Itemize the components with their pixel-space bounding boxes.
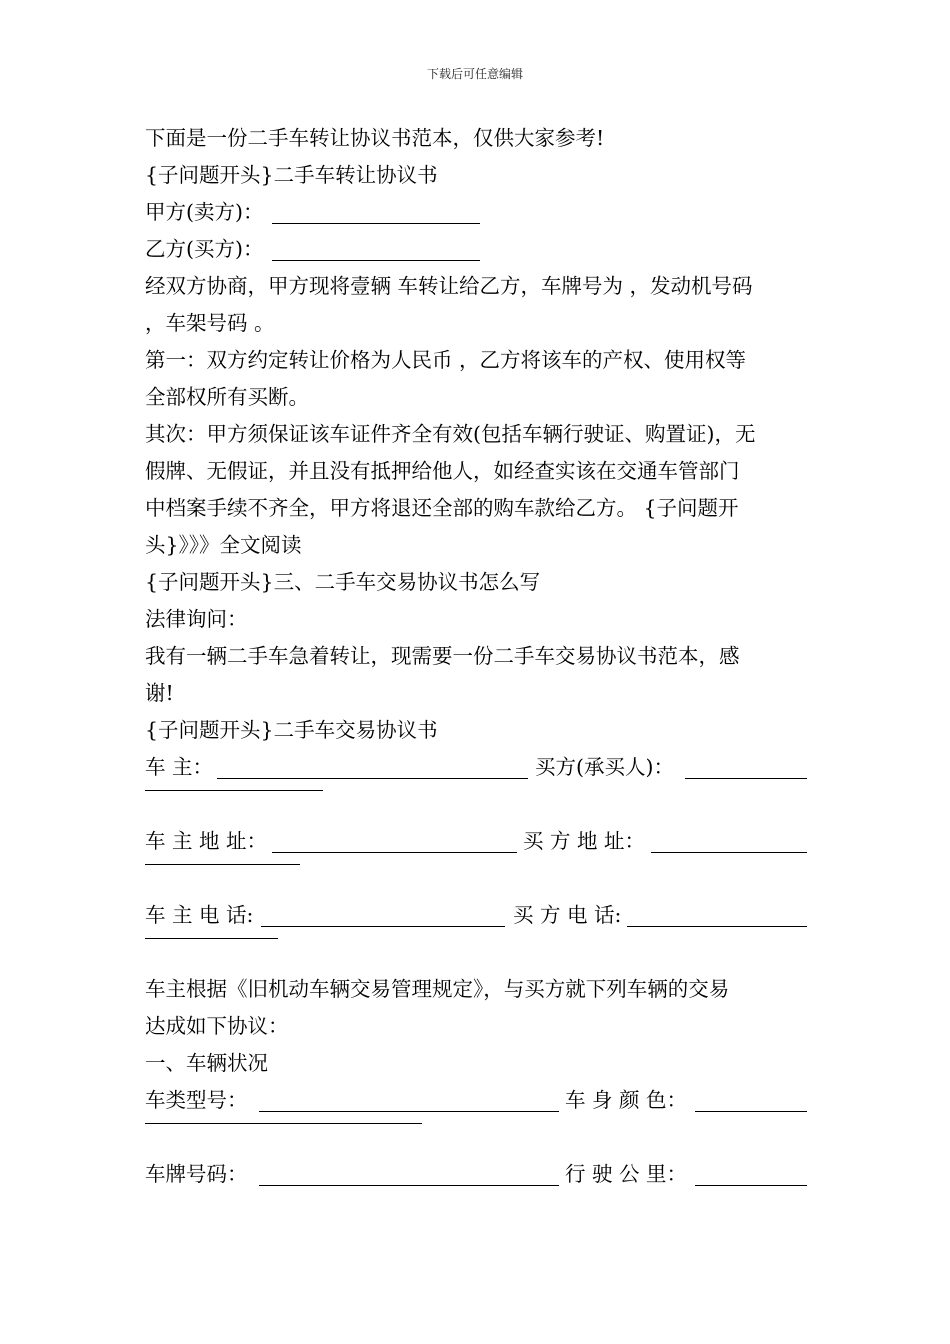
body-color-blank[interactable] — [695, 1111, 807, 1112]
blank-continuation-row — [145, 934, 807, 971]
paragraph-line: 达成如下协议： — [145, 1014, 289, 1038]
vehicle-type-row — [145, 1082, 807, 1119]
paragraph-line: 其次：甲方须保证该车证件齐全有效(包括车辆行驶证、购置证)，无 — [145, 422, 756, 446]
owner-phone-label: 车 主 电 话: — [145, 903, 254, 927]
owner-phone-blank[interactable] — [261, 926, 505, 927]
question-line: 谢! — [145, 681, 174, 705]
phone-row — [145, 897, 807, 934]
buyer-phone-label: 买 方 电 话: — [513, 903, 622, 927]
document-body — [145, 120, 807, 1193]
party-a-row — [145, 194, 807, 231]
owner-address-label: 车 主 地 址： — [145, 829, 268, 853]
paragraph-line: 第一：双方约定转让价格为人民币 ，乙方将该车的产权、使用权等 — [145, 348, 747, 372]
plate-label: 车牌号码： — [145, 1162, 248, 1186]
party-a-label: 甲方(卖方)： — [145, 200, 264, 224]
paragraph-line: 中档案手续不齐全，甲方将退还全部的购车款给乙方。 {子问题开 — [145, 496, 739, 520]
buyer-address-blank[interactable] — [651, 852, 807, 853]
blank-continuation-row — [145, 1119, 807, 1156]
question-line: 我有一辆二手车急着转让，现需要一份二手车交易协议书范本，感 — [145, 644, 740, 668]
page-header-note: 下载后可任意编辑 — [426, 67, 523, 81]
buyer-phone-blank-continued[interactable] — [145, 938, 278, 939]
party-b-label: 乙方(买方)： — [145, 237, 264, 261]
intro-line: 下面是一份二手车转让协议书范本，仅供大家参考! — [145, 126, 605, 150]
paragraph-line: 全部权所有买断。 — [145, 385, 309, 409]
plate-blank[interactable] — [259, 1185, 559, 1186]
paragraph-line: 假牌、无假证，并且没有抵押给他人，如经查实该在交通车管部门 — [145, 459, 740, 483]
party-b-blank[interactable] — [272, 260, 480, 261]
vehicle-type-label: 车类型号： — [145, 1088, 248, 1112]
owner-label: 车 主： — [145, 755, 214, 779]
owner-blank[interactable] — [217, 778, 528, 779]
buyer-address-label: 买 方 地 址： — [523, 829, 646, 853]
blank-continuation-row — [145, 786, 807, 823]
paragraph-line: ，车架号码 。 — [145, 311, 275, 335]
paragraph-line: 车主根据《旧机动车辆交易管理规定》，与买方就下列车辆的交易 — [145, 977, 730, 1001]
plate-row — [145, 1156, 807, 1193]
mileage-label: 行 驶 公 里： — [565, 1162, 688, 1186]
owner-buyer-row — [145, 749, 807, 786]
legal-question-label: 法律询问： — [145, 607, 248, 631]
party-b-row — [145, 231, 807, 268]
body-color-label: 车 身 颜 色： — [565, 1088, 688, 1112]
section-title-trade: {子问题开头}二手车交易协议书 — [145, 718, 438, 742]
paragraph-line: 经双方协商，甲方现将壹辆 车转让给乙方，车牌号为 ，发动机号码 — [145, 274, 753, 298]
body-color-blank-continued[interactable] — [145, 1123, 422, 1124]
section-heading-vehicle-status: 一、车辆状况 — [145, 1051, 268, 1075]
section-title-howto: {子问题开头}三、二手车交易协议书怎么写 — [145, 570, 541, 594]
mileage-blank[interactable] — [695, 1185, 807, 1186]
buyer-blank-continued[interactable] — [145, 790, 323, 791]
buyer-phone-blank[interactable] — [627, 926, 807, 927]
buyer-blank[interactable] — [685, 778, 807, 779]
buyer-label: 买方(承买人)： — [535, 755, 674, 779]
section-title-transfer: {子问题开头}二手车转让协议书 — [145, 163, 438, 187]
address-row — [145, 823, 807, 860]
party-a-blank[interactable] — [272, 223, 480, 224]
vehicle-type-blank[interactable] — [259, 1111, 559, 1112]
owner-address-blank[interactable] — [272, 852, 517, 853]
blank-continuation-row — [145, 860, 807, 897]
read-full-text-link[interactable]: 头}》》》全文阅读 — [145, 533, 302, 557]
buyer-address-blank-continued[interactable] — [145, 864, 300, 865]
